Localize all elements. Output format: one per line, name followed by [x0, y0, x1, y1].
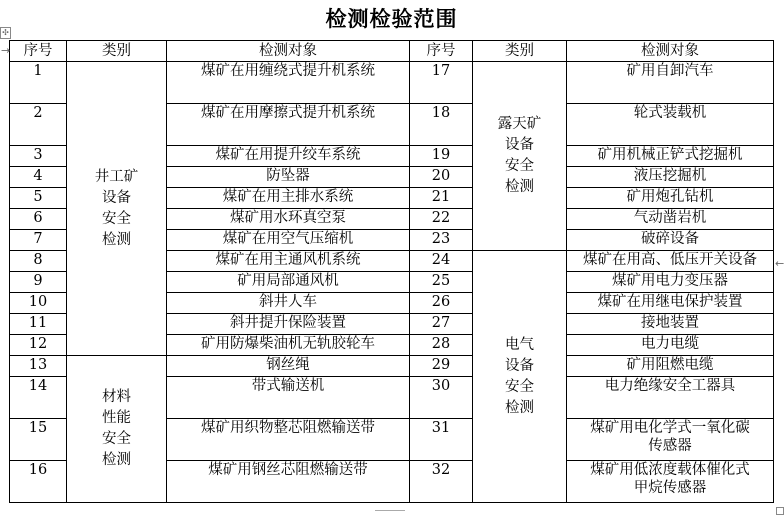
seq-number-right: 20 [410, 167, 473, 188]
seq-number-left: 6 [10, 209, 67, 230]
inspection-object-right: 矿用自卸汽车 [567, 62, 774, 104]
inspection-object-right: 气动凿岩机 [567, 209, 774, 230]
category-left-label: 材料 性能 安全 检测 [102, 389, 131, 468]
inspection-object-right: 煤矿用低浓度载体催化式 甲烷传感器 [567, 461, 774, 503]
seq-number-right: 27 [410, 314, 473, 335]
inspection-scope-table [9, 40, 774, 503]
inspection-object-right: 接地装置 [567, 314, 774, 335]
header-object-right: 检测对象 [567, 41, 774, 62]
inspection-object-right: 矿用炮孔钻机 [567, 188, 774, 209]
inspection-object-left: 煤矿用水环真空泵 [167, 209, 410, 230]
inspection-object-right: 煤矿用电力变压器 [567, 272, 774, 293]
inspection-object-left: 煤矿用钢丝芯阻燃输送带 [167, 461, 410, 503]
seq-number-right: 29 [410, 356, 473, 377]
header-object-left: 检测对象 [167, 41, 410, 62]
seq-number-right: 26 [410, 293, 473, 314]
header-seq-left: 序号 [10, 41, 67, 62]
inspection-object-right: 矿用阻燃电缆 [567, 356, 774, 377]
table-row [10, 356, 774, 377]
inspection-object-right: 电力绝缘安全工器具 [567, 377, 774, 419]
inspection-object-left: 煤矿在用空气压缩机 [167, 230, 410, 251]
seq-number-right: 22 [410, 209, 473, 230]
category-left [67, 62, 167, 356]
seq-number-right: 30 [410, 377, 473, 419]
seq-number-right: 17 [410, 62, 473, 104]
seq-number-right: 23 [410, 230, 473, 251]
seq-number-left: 8 [10, 251, 67, 272]
seq-number-left: 5 [10, 188, 67, 209]
inspection-object-right: 煤矿用电化学式一氧化碳 传感器 [567, 419, 774, 461]
arrow-cursor-icon: ← [775, 257, 784, 270]
category-right [473, 62, 567, 251]
seq-number-right: 18 [410, 104, 473, 146]
inspection-object-left: 煤矿在用缠绕式提升机系统 [167, 62, 410, 104]
header-category-right: 类别 [473, 41, 567, 62]
inspection-object-left: 煤矿在用主通风机系统 [167, 251, 410, 272]
category-left [67, 356, 167, 503]
inspection-object-right: 煤矿在用高、低压开关设备 [567, 251, 774, 272]
inspection-object-right: 煤矿在用继电保护装置 [567, 293, 774, 314]
header-category-left: 类别 [67, 41, 167, 62]
seq-number-right: 19 [410, 146, 473, 167]
inspection-object-left: 煤矿在用主排水系统 [167, 188, 410, 209]
seq-number-left: 13 [10, 356, 67, 377]
seq-number-right: 21 [410, 188, 473, 209]
inspection-object-left: 斜井提升保险装置 [167, 314, 410, 335]
inspection-object-right: 矿用机械正铲式挖掘机 [567, 146, 774, 167]
arrow-cursor-icon: → [1, 44, 11, 57]
inspection-object-left: 矿用局部通风机 [167, 272, 410, 293]
seq-number-right: 32 [410, 461, 473, 503]
inspection-object-right: 电力电缆 [567, 335, 774, 356]
seq-number-right: 28 [410, 335, 473, 356]
inspection-object-right: 破碎设备 [567, 230, 774, 251]
inspection-object-left: 防坠器 [167, 167, 410, 188]
inspection-object-right: 液压挖掘机 [567, 167, 774, 188]
document-title: 检测检验范围 [325, 6, 458, 31]
seq-number-left: 9 [10, 272, 67, 293]
table-body [10, 62, 774, 503]
seq-number-left: 12 [10, 335, 67, 356]
seq-number-left: 1 [10, 62, 67, 104]
seq-number-right: 24 [410, 251, 473, 272]
table-row [10, 62, 774, 104]
header-seq-right: 序号 [410, 41, 473, 62]
seq-number-left: 4 [10, 167, 67, 188]
category-right-label: 电气 设备 安全 检测 [505, 336, 534, 416]
seq-number-left: 2 [10, 104, 67, 146]
inspection-object-right: 轮式装载机 [567, 104, 774, 146]
seq-number-left: 15 [10, 419, 67, 461]
category-right-label: 露天矿 设备 安全 检测 [497, 116, 542, 195]
seq-number-left: 16 [10, 461, 67, 503]
inspection-object-left: 煤矿在用摩擦式提升机系统 [167, 104, 410, 146]
inspection-object-left: 带式输送机 [167, 377, 410, 419]
table-resize-handle-icon[interactable] [776, 507, 784, 515]
inspection-object-left: 煤矿用织物整芯阻燃输送带 [167, 419, 410, 461]
seq-number-left: 11 [10, 314, 67, 335]
table-header-row [10, 41, 774, 62]
seq-number-right: 25 [410, 272, 473, 293]
category-right [473, 251, 567, 503]
seq-number-left: 3 [10, 146, 67, 167]
seq-number-left: 7 [10, 230, 67, 251]
seq-number-left: 10 [10, 293, 67, 314]
table-move-handle-icon[interactable]: ✣ [0, 27, 11, 39]
scroll-marker [375, 510, 405, 516]
seq-number-right: 31 [410, 419, 473, 461]
inspection-object-left: 斜井人车 [167, 293, 410, 314]
category-left-label: 井工矿 设备 安全 检测 [94, 168, 139, 248]
inspection-object-left: 钢丝绳 [167, 356, 410, 377]
inspection-object-left: 煤矿在用提升绞车系统 [167, 146, 410, 167]
seq-number-left: 14 [10, 377, 67, 419]
inspection-object-left: 矿用防爆柴油机无轨胶轮车 [167, 335, 410, 356]
